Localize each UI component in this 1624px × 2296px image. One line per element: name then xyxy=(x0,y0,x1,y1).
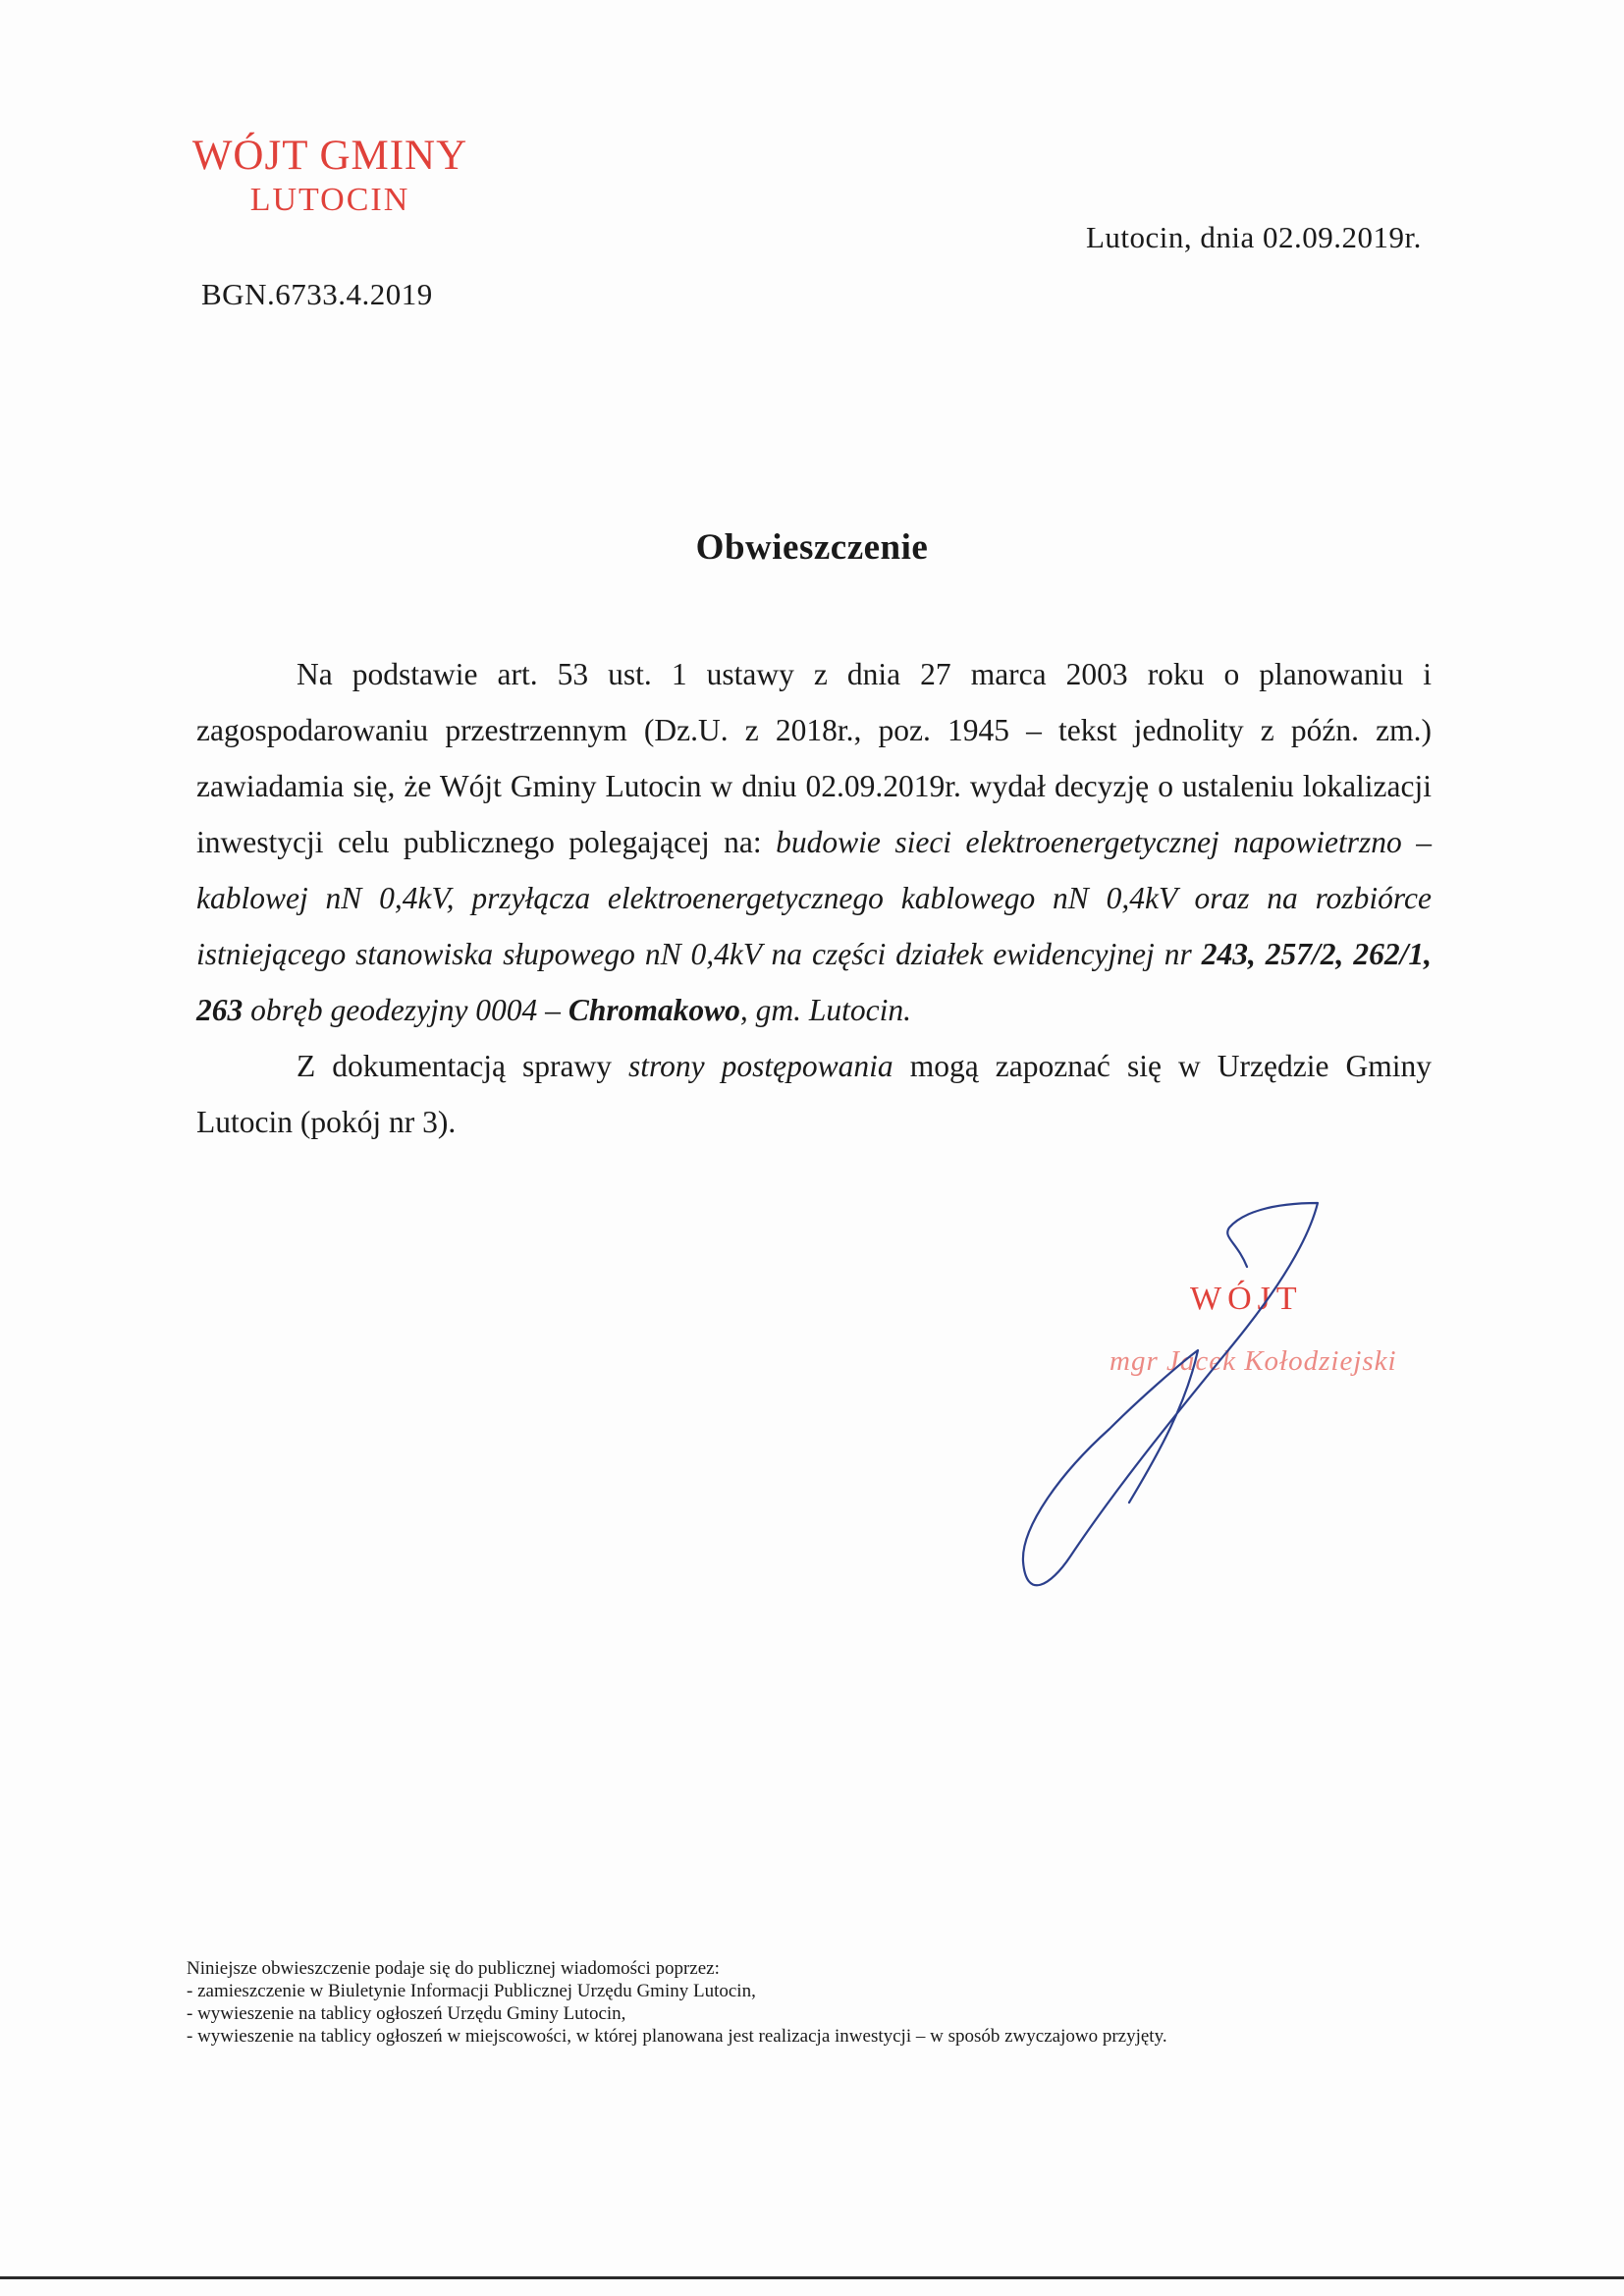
distribution-intro: Niniejsze obwieszczenie podaje się do publicznej wiadomości poprzez: xyxy=(187,1958,720,1979)
paragraph-documentation-text-2: mogą zapoznać się w Urzędzie Gminy Lutocin (pokój nr 3). xyxy=(196,1049,1433,1139)
signature-stamp-title: WÓJT xyxy=(1190,1281,1303,1317)
signature-block xyxy=(1001,1188,1443,1601)
scan-edge-line xyxy=(0,2276,1624,2279)
municipality-text: , gm. Lutocin. xyxy=(739,993,912,1027)
paragraph-decision-text: Na podstawie art. 53 ust. 1 ustawy z dnia 27 marca 2003 roku o planowaniu i zagospodarowaniu przestrzennym (Dz.U. z 2018r., poz. 1945 – tekst jednolity z późn. zm.) zawiadamia się, że Wójt Gminy Lutocin w dniu 02.09.2019r. wydał decyzję o ustaleniu lokalizacji inwestycji celu publicznego polegającej na: xyxy=(196,657,1432,859)
distribution-note xyxy=(187,1957,1414,2048)
precinct-name: Chromakowo xyxy=(568,993,740,1027)
reference-number: BGN.6733.4.2019 xyxy=(201,277,433,311)
precinct-text: obręb geodezyjny 0004 – xyxy=(243,993,568,1027)
distribution-item: - zamieszczenie w Biuletynie Informacji Publicznej Urzędu Gminy Lutocin, xyxy=(187,1981,756,2001)
office-stamp-title: WÓJT GMINY xyxy=(191,133,468,179)
paragraph-decision xyxy=(196,646,1432,1038)
handwritten-signature xyxy=(1001,1188,1443,1601)
parties-text: strony postępowania xyxy=(628,1049,893,1083)
document-title: Obwieszczenie xyxy=(695,527,929,568)
distribution-item: - wywieszenie na tablicy ogłoszeń Urzędu Gminy Lutocin, xyxy=(187,2003,626,2024)
paragraph-documentation-text-1: Z dokumentacją sprawy xyxy=(297,1049,629,1083)
office-stamp-subtitle: LUTOCIN xyxy=(249,182,410,218)
signature-stamp-name: mgr Jacek Kołodziejski xyxy=(1110,1345,1397,1377)
document-body xyxy=(196,646,1432,1150)
parcel-numbers: 243, 257/2, 262/1, 263 xyxy=(196,937,1432,1027)
office-stamp xyxy=(183,132,477,220)
distribution-item: - wywieszenie na tablicy ogłoszeń w miejscowości, w której planowana jest realizacja inwestycji – w sposób zwyczajowo przyjęty. xyxy=(187,2026,1167,2047)
investment-description: budowie sieci elektroenergetycznej napowietrzno – kablowej nN 0,4kV, przyłącza elektroenergetycznego kablowego nN 0,4kV oraz na rozbiórce istniejącego stanowiska słupowego nN 0,4kV na części działek ewidencyjnej nr xyxy=(196,825,1432,971)
paragraph-documentation xyxy=(196,1038,1432,1150)
place-and-date: Lutocin, dnia 02.09.2019r. xyxy=(1086,220,1422,254)
